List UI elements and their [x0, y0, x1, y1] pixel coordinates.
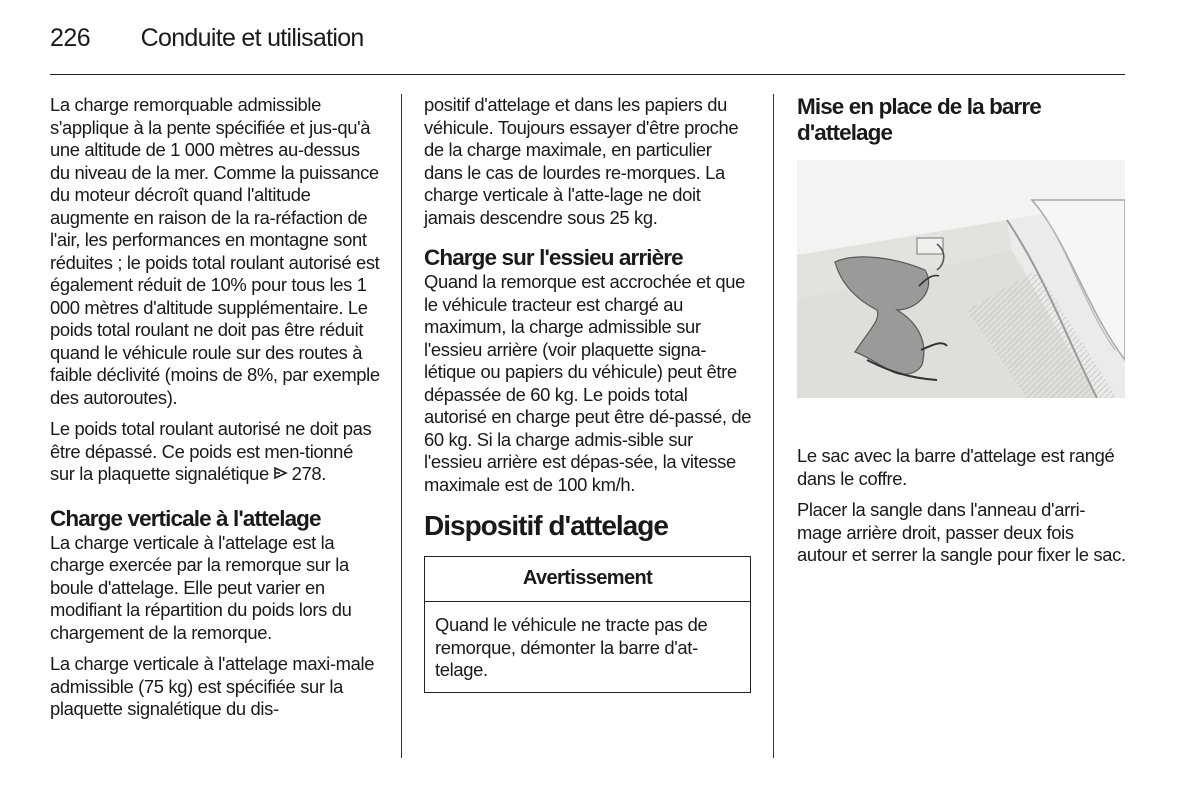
heading-towbar-fitting: Mise en place de la barre d'attelage — [797, 94, 1041, 145]
warning-box — [424, 556, 751, 693]
paragraph-bag-location: Le sac avec la barre d'attelage est rangé dans le coffre. — [797, 445, 1115, 489]
paragraph-gross-weight — [50, 418, 380, 488]
column-divider-1 — [401, 94, 402, 758]
paragraph-gross-weight-text: Le poids total roulant autorisé ne doit pas être dépassé. Ce poids est men-tionné sur la plaquette signalétique — [50, 418, 372, 484]
column-2 — [424, 94, 754, 693]
warning-body — [425, 602, 750, 692]
paragraph-vertical-load-cont: positif d'attelage et dans les papiers du véhicule. Toujours essayer d'être proche de la charge maximale, en particulier dans le cas de lourdes re-morques. La charge verticale à l'atte-lage ne doit jamais descendre sous 25 kg. — [424, 94, 739, 228]
column-1 — [50, 94, 380, 730]
page-header — [50, 24, 364, 53]
paragraph-strap-instructions: Placer la sangle dans l'anneau d'arri-mage arrière droit, passer deux fois autour et serrer la sangle pour fixer le sac. — [797, 499, 1126, 565]
paragraph-vertical-load-def: La charge verticale à l'attelage est la charge exercée par la remorque sur la boule d'attelage. Elle peut varier en modifiant la répartition du poids lors du chargement de la remorque. — [50, 531, 352, 643]
paragraph-vertical-load-max: La charge verticale à l'attelage maxi-male admissible (75 kg) est spécifiée sur la plaquette signalétique du dis- — [50, 653, 375, 719]
paragraph-altitude: La charge remorquable admissible s'applique à la pente spécifiée et jus-qu'à une altitude de 1 000 mètres au-dessus du niveau de la mer. Comme la puissance du moteur décroît quand l'altitude augmente en raison de la ra-réfaction de l'air, les performances en montagne sont réduites ; le poids total roulant autorisé est également réduit de 10% pour tous les 1 000 mètres d'altitude supplémentaire. Le poids total roulant ne doit pas être réduit quand le véhicule roule sur des routes à faible déclivité (moins de 8%, par exemple des autoroutes). — [50, 94, 380, 408]
paragraph-rear-axle-load: Quand la remorque est accrochée et que le véhicule tracteur est chargé au maximum, la charge admissible sur l'essieu arrière (voir plaquette signa-létique ou papiers du véhicule) peut être dépassée de 60 kg. Le poids total autorisé en charge peut être dé-passé, de 60 kg. Si la charge admis-sible sur l'essieu arrière est dépas-sée, la vitesse maximale est de 100 km/h. — [424, 271, 752, 495]
page-number: 226 — [50, 24, 91, 52]
towbar-bag-drawing — [797, 160, 1125, 398]
warning-title: Avertissement — [425, 557, 750, 602]
towbar-bag-illustration — [797, 160, 1125, 398]
column-divider-2 — [773, 94, 774, 758]
page-reference-link[interactable]: 278. — [291, 463, 327, 484]
heading-rear-axle-load: Charge sur l'essieu arrière — [424, 245, 683, 270]
page-reference-arrow-icon — [274, 465, 288, 488]
header-rule — [50, 74, 1125, 75]
warning-text: Quand le véhicule ne tracte pas de remorque, démonter la barre d'at-telage. — [435, 614, 708, 680]
heading-towbar: Dispositif d'attelage — [424, 510, 668, 541]
heading-vertical-load: Charge verticale à l'attelage — [50, 505, 321, 531]
column-3 — [797, 94, 1127, 576]
chapter-title: Conduite et utilisation — [140, 24, 364, 52]
